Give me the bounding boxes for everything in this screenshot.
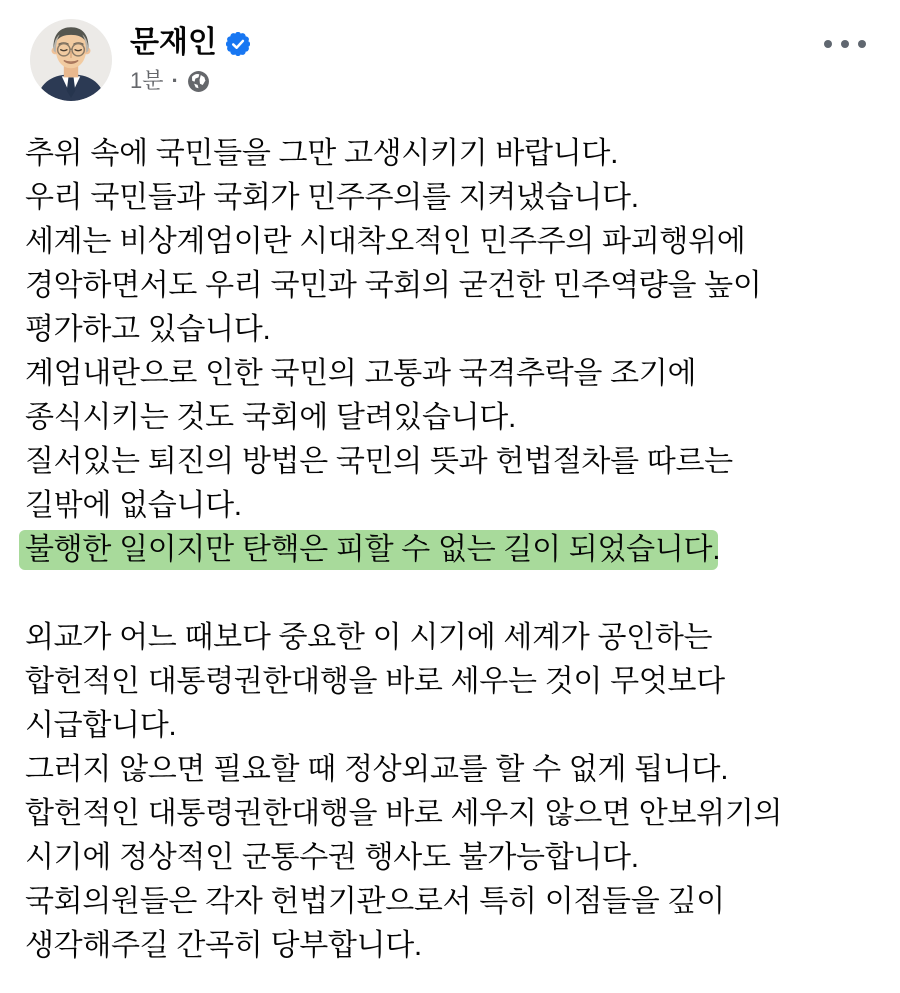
post-text-line (25, 352, 875, 396)
author-name-row (130, 25, 250, 61)
header-text-block (130, 19, 250, 94)
post-text-line (25, 484, 875, 528)
post-text-line (25, 220, 875, 264)
post-text: 추위 속에 국민들을 그만 고생시키기 바랍니다. (25, 137, 619, 170)
post-text: . (712, 533, 721, 566)
post-text-line (25, 792, 875, 836)
post-text-line (25, 396, 875, 440)
post-text: 종식시키는 것도 국회에 달려있습니다. (25, 401, 517, 434)
post-text-line (25, 308, 875, 352)
post-text-line (25, 880, 875, 924)
post-meta-row (130, 68, 250, 94)
post-text-line (25, 836, 875, 880)
post-text: 시급합니다. (25, 709, 177, 742)
post-blank-line (25, 572, 875, 616)
post-text: 계엄내란으로 인한 국민의 고통과 국격추락을 조기에 (25, 357, 697, 390)
post-text-line (25, 616, 875, 660)
post-text-line (25, 704, 875, 748)
post-text-line (25, 440, 875, 484)
post-text: 생각해주길 간곡히 당부합니다. (25, 929, 422, 962)
post-text-line (25, 748, 875, 792)
post-body (0, 132, 900, 968)
post-text: 길밖에 없습니다. (25, 489, 242, 522)
public-globe-icon (187, 70, 210, 93)
post-text-line (25, 132, 875, 176)
profile-portrait-illustration (30, 19, 112, 101)
post-text: 합헌적인 대통령권한대행을 바로 세우지 않으면 안보위기의 (25, 797, 783, 830)
avatar[interactable] (30, 19, 112, 101)
post-text: 합헌적인 대통령권한대행을 바로 세우는 것이 무엇보다 (25, 665, 725, 698)
post-text: 경악하면서도 우리 국민과 국회의 굳건한 민주역량을 높이 (25, 269, 762, 302)
post-text: 세계는 비상계엄이란 시대착오적인 민주주의 파괴행위에 (25, 225, 746, 258)
post-text-line (25, 924, 875, 968)
post-text-line (25, 528, 875, 572)
post-text: 국회의원들은 각자 헌법기관으로서 특히 이점들을 깊이 (25, 885, 725, 918)
ellipsis-dot (824, 40, 832, 48)
post-text: 그러지 않으면 필요할 때 정상외교를 할 수 없게 됩니다. (25, 753, 729, 786)
meta-separator: · (171, 68, 179, 93)
more-options-button[interactable] (816, 32, 874, 56)
ellipsis-dot (841, 40, 849, 48)
ellipsis-dot (858, 40, 866, 48)
post-text: 시기에 정상적인 군통수권 행사도 불가능합니다. (25, 841, 639, 874)
post-header (0, 0, 900, 101)
verified-badge-icon (226, 32, 250, 56)
post-text: 우리 국민들과 국회가 민주주의를 지켜냈습니다. (25, 181, 639, 214)
author-name[interactable]: 문재인 (130, 26, 217, 59)
post-text-line (25, 176, 875, 220)
highlighted-text: 불행한 일이지만 탄핵은 피할 수 없는 길이 되었습니다 (19, 530, 718, 570)
post-text-line (25, 660, 875, 704)
timestamp[interactable]: 1분 (130, 68, 164, 93)
post-text: 외교가 어느 때보다 중요한 이 시기에 세계가 공인하는 (25, 621, 713, 654)
post-text: 평가하고 있습니다. (25, 313, 271, 346)
post-text: 질서있는 퇴진의 방법은 국민의 뜻과 헌법절차를 따르는 (25, 445, 733, 478)
post-text-line (25, 264, 875, 308)
